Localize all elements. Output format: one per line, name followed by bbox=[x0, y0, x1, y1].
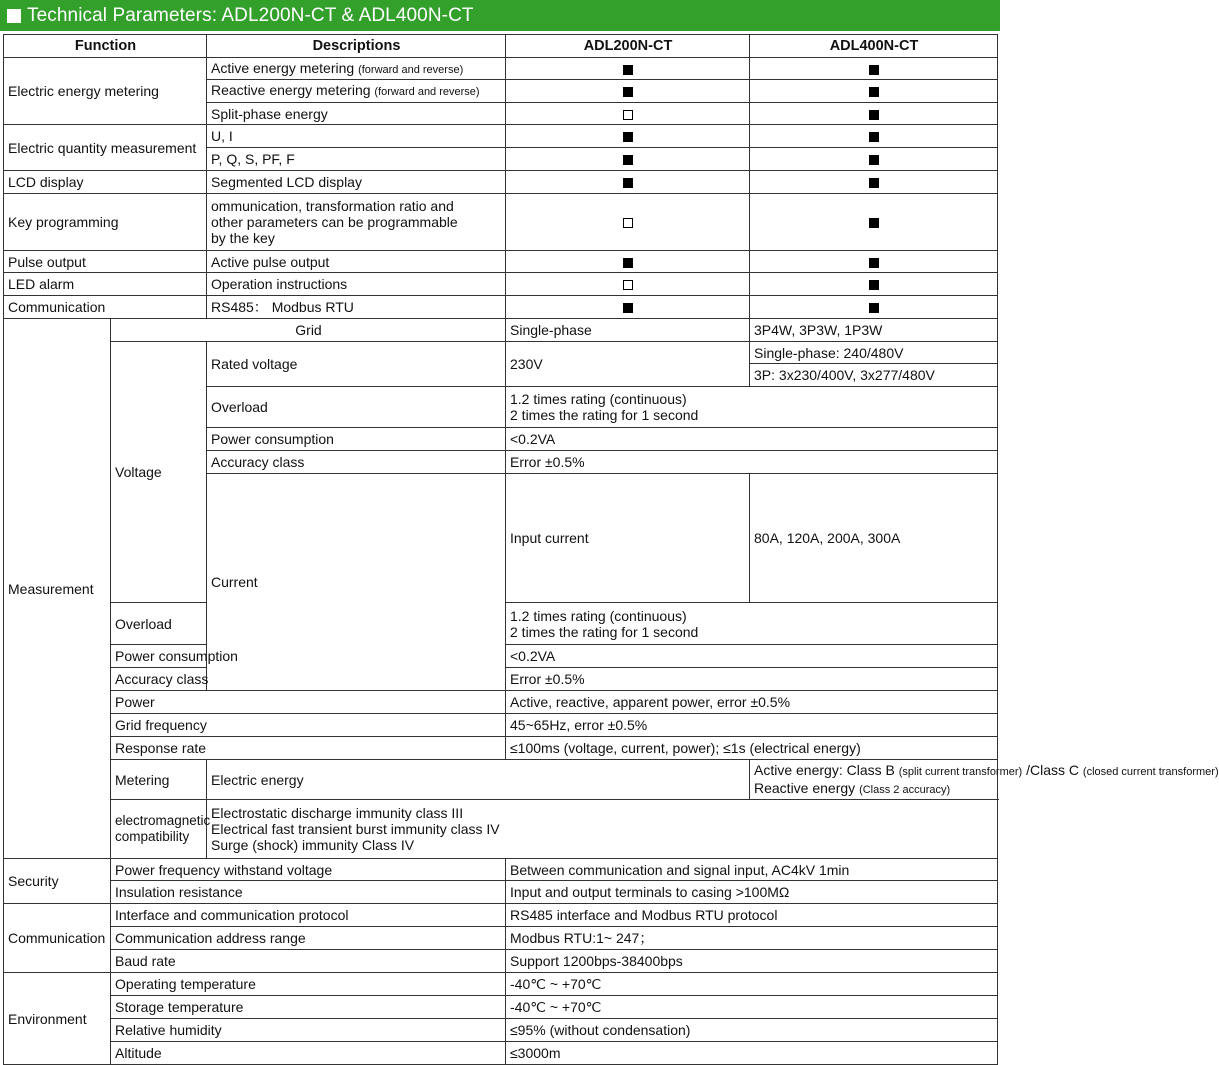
rated-voltage-adl400-single: Single-phase: 240/480V bbox=[750, 342, 998, 364]
support-mark-icon bbox=[869, 110, 879, 120]
altitude-value: ≤3000m bbox=[506, 1042, 998, 1065]
description-cell: Split-phase energy bbox=[207, 103, 506, 125]
support-mark-icon bbox=[623, 132, 633, 142]
support-mark-icon bbox=[623, 303, 633, 313]
baud-label: Baud rate bbox=[111, 950, 506, 973]
table-row bbox=[4, 125, 998, 148]
title-bar bbox=[0, 0, 1000, 31]
adl400-cell bbox=[750, 58, 998, 80]
communication-label: Communication bbox=[4, 904, 111, 973]
adl400-cell bbox=[750, 80, 998, 103]
table-row bbox=[4, 760, 998, 800]
voltage-power-value: <0.2VA bbox=[506, 428, 998, 451]
voltage-label: Voltage bbox=[111, 342, 207, 603]
adl200-cell bbox=[506, 103, 750, 125]
header-function: Function bbox=[4, 35, 207, 58]
metering-label: Metering bbox=[111, 760, 207, 800]
metering-value: Active energy: Class B (split current transformer) /Class C (closed current transformer) Reactive energy (Class 2 accuracy) bbox=[750, 760, 998, 800]
table-row bbox=[4, 691, 998, 714]
support-mark-icon bbox=[623, 155, 633, 165]
current-accuracy-value: Error ±0.5% bbox=[506, 668, 998, 691]
current-power-label: Power consumption bbox=[111, 645, 207, 668]
voltage-accuracy-value: Error ±0.5% bbox=[506, 451, 998, 474]
input-current-label: Input current bbox=[506, 474, 750, 603]
table-row bbox=[4, 296, 998, 319]
table-row bbox=[4, 996, 998, 1019]
function-cell: Communication bbox=[4, 296, 207, 319]
table-row bbox=[4, 273, 998, 296]
rated-voltage-adl200: 230V bbox=[506, 342, 750, 387]
address-label: Communication address range bbox=[111, 927, 506, 950]
power-value: Active, reactive, apparent power, error ±0.5% bbox=[506, 691, 998, 714]
support-mark-icon bbox=[623, 258, 633, 268]
voltage-overload-value: 1.2 times rating (continuous) 2 times the rating for 1 second bbox=[506, 387, 998, 428]
function-cell: LCD display bbox=[4, 171, 207, 194]
emc-label: electromagnetic compatibility bbox=[111, 800, 207, 859]
adl400-cell bbox=[750, 194, 998, 251]
address-value: Modbus RTU:1~ 247； bbox=[506, 927, 998, 950]
table-row bbox=[4, 342, 998, 364]
storage-temp-label: Storage temperature bbox=[111, 996, 506, 1019]
current-power-value: <0.2VA bbox=[506, 645, 998, 668]
power-label: Power bbox=[111, 691, 506, 714]
adl200-cell bbox=[506, 296, 750, 319]
voltage-power-label: Power consumption bbox=[207, 428, 506, 451]
support-mark-icon bbox=[869, 155, 879, 165]
withstand-value: Between communication and signal input, AC4kV 1min bbox=[506, 859, 998, 881]
adl200-cell bbox=[506, 58, 750, 80]
table-row bbox=[4, 714, 998, 737]
support-mark-icon bbox=[869, 218, 879, 228]
insulation-label: Insulation resistance bbox=[111, 881, 506, 904]
header-adl200: ADL200N-CT bbox=[506, 35, 750, 58]
response-rate-label: Response rate bbox=[111, 737, 506, 760]
spec-table bbox=[3, 34, 1219, 1065]
rated-voltage-adl400-3p: 3P: 3x230/400V, 3x277/480V bbox=[750, 364, 998, 387]
adl200-cell bbox=[506, 273, 750, 296]
security-label: Security bbox=[4, 859, 111, 904]
table-row bbox=[4, 737, 998, 760]
table-row bbox=[4, 950, 998, 973]
support-mark-icon bbox=[623, 280, 633, 290]
table-row bbox=[4, 927, 998, 950]
support-mark-icon bbox=[869, 178, 879, 188]
table-row bbox=[4, 319, 998, 342]
withstand-label: Power frequency withstand voltage bbox=[111, 859, 506, 881]
support-mark-icon bbox=[869, 132, 879, 142]
table-row bbox=[4, 58, 998, 80]
adl400-cell bbox=[750, 148, 998, 171]
table-row bbox=[4, 800, 998, 859]
storage-temp-value: -40℃ ~ +70℃ bbox=[506, 996, 998, 1019]
support-mark-icon bbox=[869, 280, 879, 290]
emc-value: Electrostatic discharge immunity class III Electrical fast transient burst immunity class IV Surge (shock) immunity Class IV bbox=[207, 800, 998, 859]
interface-label: Interface and communication protocol bbox=[111, 904, 506, 927]
interface-value: RS485 interface and Modbus RTU protocol bbox=[506, 904, 998, 927]
support-mark-icon bbox=[623, 87, 633, 97]
table-row bbox=[4, 859, 998, 881]
adl200-cell bbox=[506, 125, 750, 148]
insulation-value: Input and output terminals to casing >100MΩ bbox=[506, 881, 998, 904]
current-accuracy-label: Accuracy class bbox=[111, 668, 207, 691]
description-cell: P, Q, S, PF, F bbox=[207, 148, 506, 171]
metering-desc: Electric energy bbox=[207, 760, 750, 800]
adl400-cell bbox=[750, 273, 998, 296]
function-cell: Electric quantity measurement bbox=[4, 125, 207, 171]
adl400-cell bbox=[750, 125, 998, 148]
environment-label: Environment bbox=[4, 973, 111, 1065]
current-overload-label: Overload bbox=[111, 603, 207, 645]
square-bullet-icon bbox=[7, 9, 21, 23]
grid-adl200: Single-phase bbox=[506, 319, 750, 342]
adl200-cell bbox=[506, 194, 750, 251]
table-row bbox=[4, 881, 998, 904]
operating-temp-value: -40℃ ~ +70℃ bbox=[506, 973, 998, 996]
current-overload-value: 1.2 times rating (continuous) 2 times the rating for 1 second bbox=[506, 603, 998, 645]
baud-value: Support 1200bps-38400bps bbox=[506, 950, 998, 973]
humidity-label: Relative humidity bbox=[111, 1019, 506, 1042]
table-row bbox=[4, 194, 998, 251]
adl200-cell bbox=[506, 171, 750, 194]
support-mark-icon bbox=[623, 218, 633, 228]
function-cell: Electric energy metering bbox=[4, 58, 207, 125]
response-rate-value: ≤100ms (voltage, current, power); ≤1s (electrical energy) bbox=[506, 737, 998, 760]
grid-frequency-value: 45~65Hz, error ±0.5% bbox=[506, 714, 998, 737]
support-mark-icon bbox=[869, 65, 879, 75]
support-mark-icon bbox=[623, 65, 633, 75]
header-adl400: ADL400N-CT bbox=[750, 35, 998, 58]
grid-label: Grid bbox=[111, 319, 506, 342]
table-row bbox=[4, 973, 998, 996]
current-label: Current bbox=[207, 474, 506, 691]
table-row bbox=[4, 251, 998, 273]
table-row bbox=[4, 171, 998, 194]
page-title: Technical Parameters: ADL200N-CT & ADL400N-CT bbox=[27, 4, 474, 26]
table-header-row bbox=[4, 35, 998, 58]
voltage-overload-label: Overload bbox=[207, 387, 506, 428]
description-cell: Active pulse output bbox=[207, 251, 506, 273]
adl400-cell bbox=[750, 171, 998, 194]
voltage-accuracy-label: Accuracy class bbox=[207, 451, 506, 474]
description-cell: Operation instructions bbox=[207, 273, 506, 296]
measurement-label: Measurement bbox=[4, 319, 111, 859]
adl400-cell bbox=[750, 296, 998, 319]
adl200-cell bbox=[506, 148, 750, 171]
grid-frequency-label: Grid frequency bbox=[111, 714, 506, 737]
description-cell: Reactive energy metering (forward and reverse) bbox=[207, 80, 506, 103]
description-cell: Segmented LCD display bbox=[207, 171, 506, 194]
adl200-cell bbox=[506, 251, 750, 273]
input-current-adl200: 80A, 120A, 200A, 300A bbox=[750, 474, 998, 603]
adl400-cell bbox=[750, 103, 998, 125]
description-cell: RS485： Modbus RTU bbox=[207, 296, 506, 319]
support-mark-icon bbox=[623, 110, 633, 120]
table-row bbox=[4, 904, 998, 927]
function-cell: LED alarm bbox=[4, 273, 207, 296]
rated-voltage-label: Rated voltage bbox=[207, 342, 506, 387]
altitude-label: Altitude bbox=[111, 1042, 506, 1065]
support-mark-icon bbox=[869, 303, 879, 313]
function-cell: Key programming bbox=[4, 194, 207, 251]
description-cell: ommunication, transformation ratio and other parameters can be programmable by the key bbox=[207, 194, 506, 251]
humidity-value: ≤95% (without condensation) bbox=[506, 1019, 998, 1042]
description-cell: Active energy metering (forward and reverse) bbox=[207, 58, 506, 80]
header-descriptions: Descriptions bbox=[207, 35, 506, 58]
table-row bbox=[4, 1019, 998, 1042]
support-mark-icon bbox=[623, 178, 633, 188]
operating-temp-label: Operating temperature bbox=[111, 973, 506, 996]
support-mark-icon bbox=[869, 87, 879, 97]
adl400-cell bbox=[750, 251, 998, 273]
table-row bbox=[4, 1042, 998, 1065]
description-cell: U, I bbox=[207, 125, 506, 148]
adl200-cell bbox=[506, 80, 750, 103]
support-mark-icon bbox=[869, 258, 879, 268]
grid-adl400: 3P4W, 3P3W, 1P3W bbox=[750, 319, 998, 342]
function-cell: Pulse output bbox=[4, 251, 207, 273]
